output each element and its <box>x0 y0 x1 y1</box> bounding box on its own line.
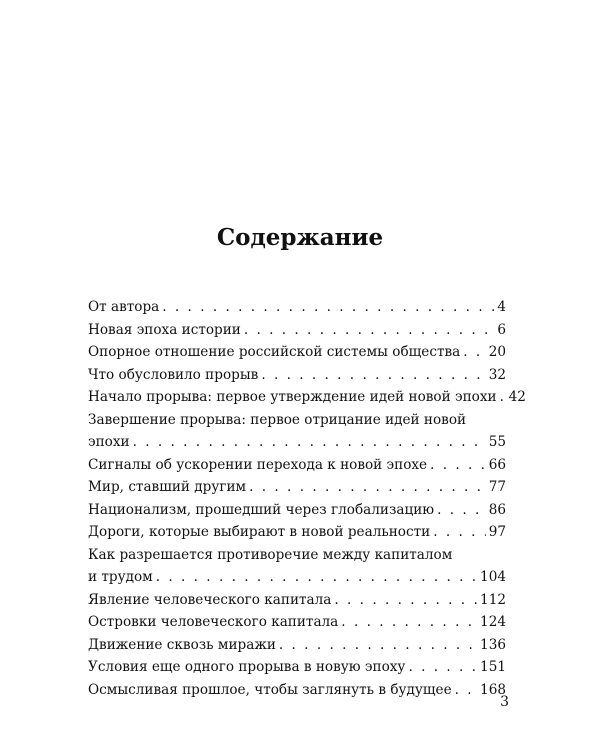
page-number: 3 <box>500 694 509 710</box>
toc-leader-dots <box>437 499 486 522</box>
toc-entry-page: 4 <box>497 299 506 315</box>
toc-leader-dots <box>463 341 485 364</box>
toc-entry-page: 97 <box>488 524 506 540</box>
toc-leader-dots <box>279 634 477 657</box>
toc-entry-page: 42 <box>508 389 526 405</box>
toc-entry-title: От автора <box>88 299 160 315</box>
toc-entry[interactable] <box>88 544 506 589</box>
toc-entry-title-line: и трудом <box>88 569 153 585</box>
toc-entry[interactable] <box>88 409 506 454</box>
toc-entry[interactable] <box>88 634 506 657</box>
toc-leader-dots <box>334 589 477 612</box>
toc-entry-title: Сигналы об ускорении перехода к новой эпохе <box>88 456 428 473</box>
toc-entry[interactable] <box>88 364 506 387</box>
page-title: Содержание <box>216 224 384 251</box>
toc-entry-page: 104 <box>480 569 506 585</box>
toc-leader-dots <box>162 296 494 319</box>
toc-entry-page: 151 <box>480 659 506 675</box>
toc-entry-title-line: Завершение прорыва: первое отрицание идей новой <box>88 411 467 428</box>
toc-entry-title: Новая эпоха истории <box>88 321 241 338</box>
toc-entry[interactable] <box>88 499 506 522</box>
toc-entry-page: 6 <box>497 321 506 338</box>
toc-entry[interactable] <box>88 319 506 342</box>
toc-leader-dots <box>500 386 506 409</box>
toc-leader-dots <box>455 679 477 702</box>
toc-entry[interactable] <box>88 521 506 544</box>
toc-entry-title: Островки человеческого капитала <box>88 614 339 630</box>
toc-entry[interactable] <box>88 341 506 364</box>
toc-entry-page: 168 <box>480 681 506 698</box>
toc-entry-title: Мир, ставший другим <box>88 479 247 495</box>
toc-leader-dots <box>249 476 486 499</box>
toc-entry-page: 66 <box>488 456 506 473</box>
toc-leader-dots <box>261 364 485 387</box>
toc-entry-title: Дороги, которые выбирают в новой реальности <box>88 524 431 540</box>
toc-entry-page: 55 <box>488 434 506 450</box>
toc-leader-dots <box>433 521 486 544</box>
toc-entry-title: Условия еще одного прорыва в новую эпоху <box>88 659 406 675</box>
toc-leader-dots <box>156 566 477 589</box>
toc-entry-title: Движение сквозь миражи <box>88 636 276 653</box>
toc-entry-title: Опорное отношение российской системы общества <box>88 344 461 360</box>
toc-entry-page: 20 <box>488 344 506 360</box>
toc-entry-page: 124 <box>480 614 506 630</box>
toc-leader-dots <box>408 656 477 679</box>
toc-entry[interactable] <box>88 611 506 634</box>
toc-entry-page: 86 <box>488 501 506 518</box>
toc-entry-title-line: Как разрешается противоречие между капиталом <box>88 546 453 563</box>
toc-entry[interactable] <box>88 589 506 612</box>
toc-entry-title: Начало прорыва: первое утверждение идей новой эпохи <box>88 389 497 405</box>
toc-entry-page: 136 <box>480 636 506 653</box>
toc-entry[interactable] <box>88 454 506 477</box>
toc-leader-dots <box>341 611 477 634</box>
toc-entry-page: 77 <box>488 479 506 495</box>
toc-entry-title: Что обусловило прорыв <box>88 366 259 383</box>
toc-entry[interactable] <box>88 679 506 702</box>
toc-entry-title: Осмысливая прошлое, чтобы заглянуть в будущее <box>88 681 452 698</box>
toc-entry[interactable] <box>88 476 506 499</box>
toc-entry-page: 112 <box>480 591 506 608</box>
toc-entry-title-line: эпохи <box>88 434 130 450</box>
toc-entry-title: Явление человеческого капитала <box>88 591 332 608</box>
toc-entry[interactable] <box>88 656 506 679</box>
toc-entry[interactable] <box>88 296 506 319</box>
toc-leader-dots <box>133 431 486 454</box>
toc-entry-page: 32 <box>488 366 506 383</box>
toc-leader-dots <box>244 319 495 342</box>
toc-leader-dots <box>430 454 486 477</box>
toc-entry-title: Национализм, прошедший через глобализацию <box>88 501 435 518</box>
table-of-contents <box>88 296 526 701</box>
toc-entry[interactable] <box>88 386 526 409</box>
